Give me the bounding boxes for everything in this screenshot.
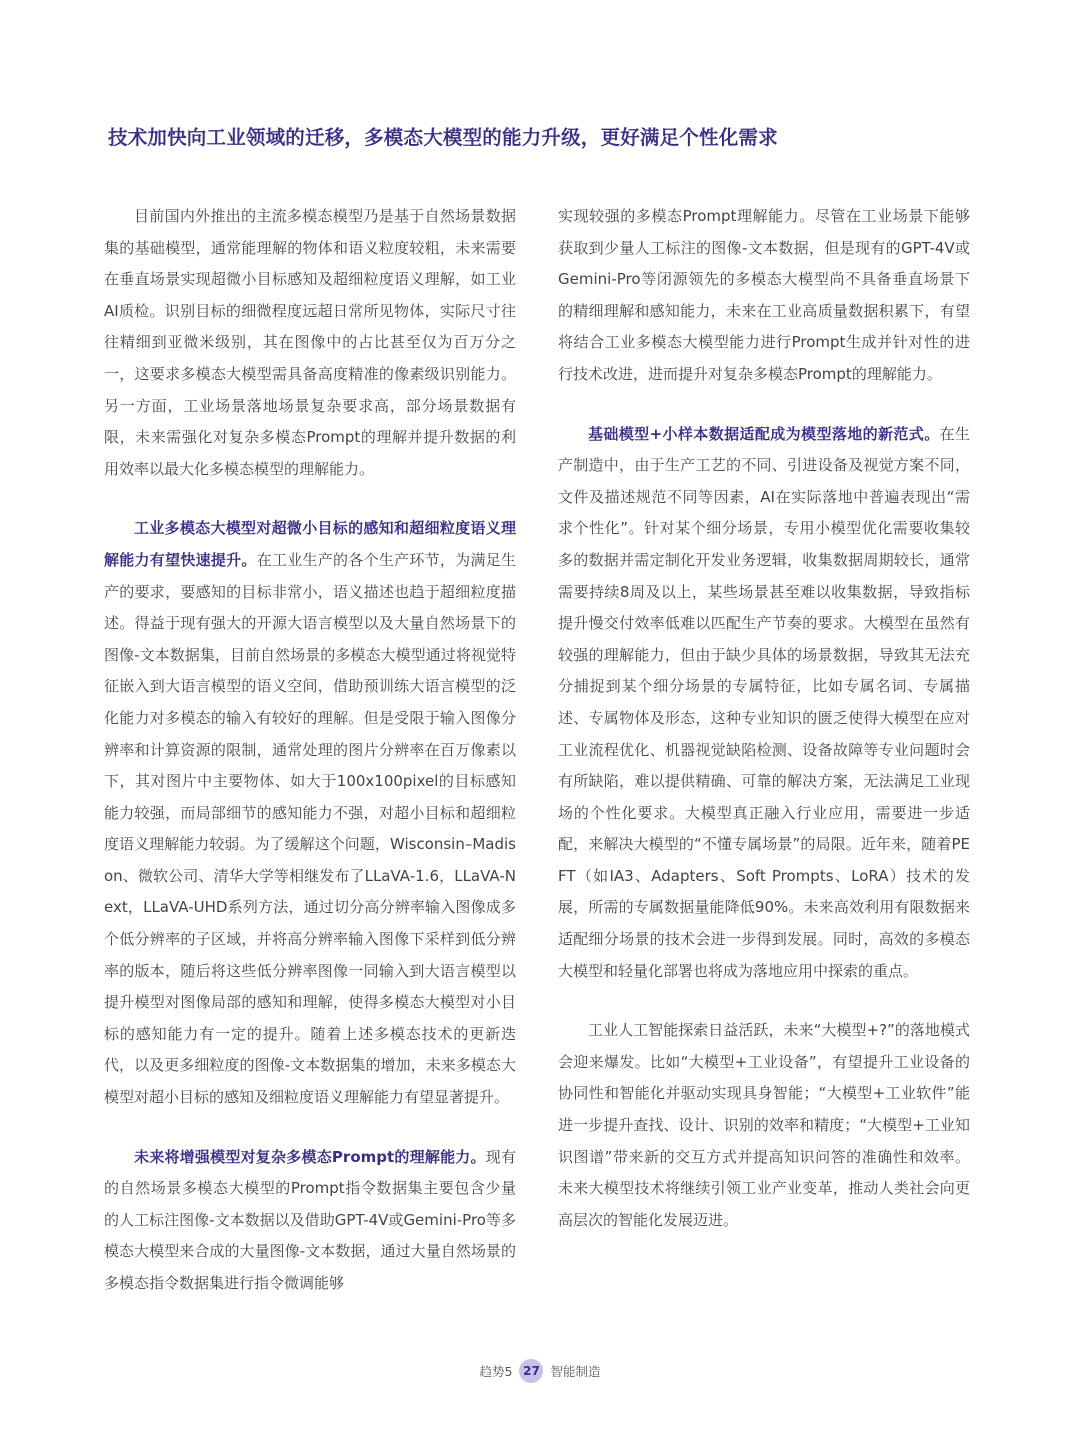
paragraph-body: 现有的自然场景多模态大模型的Prompt指令数据集主要包含少量的人工标注图像-文本数据以及借助GPT-4V或Gemini-Pro等多模态大模型来合成的大量图像-文本数据，通过大量自然场景的多模态指令数据集进行指令微调能够 [104, 1147, 516, 1292]
paragraph-complex-prompt [104, 1142, 516, 1300]
paragraph-body: 在生产制造中，由于生产工艺的不同、引进设备及视觉方案不同，文件及描述规范不同等因素，AI在实际落地中普遍表现出“需求个性化”。针对某个细分场景，专用小模型优化需要收集较多的数据并需定制化开发业务逻辑，收集数据周期较长，通常需要持续8周及以上，某些场景甚至难以收集数据，导致指标提升慢交付效率低难以匹配生产节奏的要求。大模型在虽然有较强的理解能力，但由于缺少具体的场景数据，导致其无法充分捕捉到某个细分场景的专属特征，比如专属名词、专属描述、专属物体及形态，这种专业知识的匮乏使得大模型在应对工业流程优化、机器视觉缺陷检测、设备故障等专业问题时会有所缺陷，难以提供精确、可靠的解决方案，无法满足工业现场的个性化要求。大模型真正融入行业应用，需要进一步适配，来解决大模型的“不懂专属场景”的局限。近年来，随着PEFT（如IA3、Adapters、Soft Prompts、LoRA）技术的发展，所需的专属数据量能降低90%。未来高效利用有限数据来适配细分场景的技术会进一步得到发展。同时，高效的多模态大模型和轻量化部署也将成为落地应用中探索的重点。 [558, 424, 970, 980]
paragraph-few-shot-adaptation [558, 419, 970, 988]
right-column [558, 201, 970, 1264]
paragraph-heading: 工业多模态大模型对超微小目标的感知和超细粒度语义理解能力有望快速提升。 [104, 519, 516, 569]
paragraph-outlook: 工业人工智能探索日益活跃，未来“大模型+?”的落地模式会迎来爆发。比如“大模型+工业设备”，有望提升工业设备的协同性和智能化并驱动实现具身智能；“大模型+工业软件”能进一步提升查找、设计、识别的效率和精度；“大模型+工业知识图谱”带来新的交互方式并提高知识问答的准确性和效率。未来大模型技术将继续引领工业产业变革，推动人类社会向更高层次的智能化发展迈进。 [558, 1021, 970, 1229]
paragraph-ultra-small-target [104, 513, 516, 1113]
footer-topic-label: 智能制造 [550, 1364, 601, 1379]
paragraph-prompt-continued: 实现较强的多模态Prompt理解能力。尽管在工业场景下能够获取到少量人工标注的图像-文本数据，但是现有的GPT-4V或Gemini-Pro等闭源领先的多模态大模型尚不具备垂直场景下的精细理解和感知能力，未来在工业高质量数据积累下，有望将结合工业多模态大模型能力进行Prompt生成并针对性的进行技术改进，进而提升对复杂多模态Prompt的理解能力。 [558, 207, 970, 383]
left-column [104, 201, 516, 1328]
paragraph-intro: 目前国内外推出的主流多模态模型乃是基于自然场景数据集的基础模型，通常能理解的物体和语义粒度较粗，未来需要在垂直场景实现超微小目标感知及超细粒度语义理解，如工业AI质检。识别目标的细微程度远超日常所见物体，实际尺寸往往精细到亚微米级别，其在图像中的占比甚至仅为百万分之一，这要求多模态大模型需具备高度精准的像素级识别能力。另一方面，工业场景落地场景复杂要求高，部分场景数据有限，未来需强化对复杂多模态Prompt的理解并提升数据的利用效率以最大化多模态模型的理解能力。 [104, 207, 516, 478]
footer-section-label: 趋势5 [479, 1364, 513, 1379]
page-footer [0, 1357, 1080, 1385]
paragraph-body: 在工业生产的各个生产环节，为满足生产的要求，要感知的目标非常小，语义描述也趋于超细粒度描述。得益于现有强大的开源大语言模型以及大量自然场景下的图像-文本数据集，目前自然场景的多模态大模型通过将视觉特征嵌入到大语言模型的语义空间，借助预训练大语言模型的泛化能力对多模态的输入有较好的理解。但是受限于输入图像分辨率和计算资源的限制，通常处理的图片分辨率在百万像素以下，其对图片中主要物体、如大于100x100pixel的目标感知能力较强，而局部细节的感知能力不强，对超小目标和超细粒度语义理解能力较弱。为了缓解这个问题，Wisconsin–Madison、微软公司、清华大学等相继发布了LLaVA-1.6，LLaVA-Next，LLaVA-UHD系列方法，通过切分高分辨率输入图像成多个低分辨率的子区域，并将高分辨率输入图像下采样到低分辨率的版本，随后将这些低分辨率图像一同输入到大语言模型以提升模型对图像局部的感知和理解，使得多模态大模型对小目标的感知能力有一定的提升。随着上述多模态技术的更新迭代，以及更多细粒度的图像-文本数据集的增加，未来多模态大模型对超小目标的感知及细粒度语义理解能力有望显著提升。 [104, 550, 516, 1107]
paragraph-heading: 未来将增强模型对复杂多模态Prompt的理解能力。 [134, 1147, 486, 1166]
paragraph-heading: 基础模型+小样本数据适配成为模型落地的新范式。 [588, 424, 940, 443]
page-title: 技术加快向工业领域的迁移，多模态大模型的能力升级，更好满足个性化需求 [108, 126, 778, 149]
page-number-badge: 27 [519, 1359, 543, 1383]
